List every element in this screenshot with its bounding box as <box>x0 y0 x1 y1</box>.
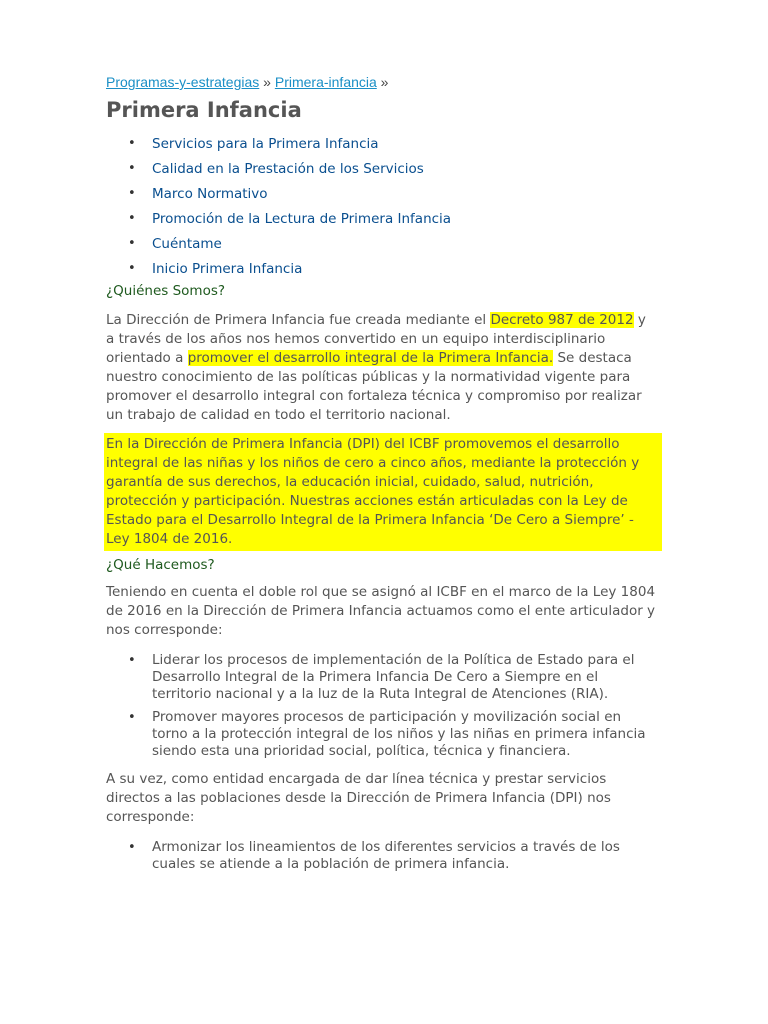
menu-item <box>152 259 658 279</box>
menu-item <box>152 209 658 229</box>
menu-link-lectura[interactable]: Promoción de la Lectura de Primera Infancia <box>152 211 452 227</box>
breadcrumb-link-primera-infancia[interactable]: Primera-infancia <box>274 74 377 90</box>
menu-item <box>152 159 658 179</box>
paragraph-hacemos-2: A su vez, como entidad encargada de dar línea técnica y prestar servicios directos a las poblaciones desde la Dirección de Primera Infancia (DPI) nos corresponde: <box>106 771 611 825</box>
page-title: Primera Infancia <box>106 98 302 122</box>
paragraph-quienes-1 <box>106 311 658 425</box>
article-content <box>106 72 658 879</box>
heading-que-hacemos: ¿Qué Hacemos? <box>106 557 215 573</box>
menu-item <box>152 184 658 204</box>
section-menu <box>152 134 658 279</box>
list-item: • Liderar los procesos de implementación de la Política de Estado para el Desarrollo Integral de la Primera Infancia De Cero a Siempre en el territorio nacional y a la luz de la Ruta Integral de Atenciones (RIA). <box>152 652 658 703</box>
text-segment: y a través de los años nos hemos convertido en un equipo interdisciplinario orientado a <box>106 312 646 366</box>
menu-item <box>152 234 658 254</box>
breadcrumb-link-programas[interactable]: Programas-y-estrategias <box>106 74 260 90</box>
highlight-decreto: Decreto 987 de 2012 <box>490 312 634 328</box>
list-item: • Promover mayores procesos de participación y movilización social en torno a la protección integral de los niños y las niñas en primera infancia siendo esta una prioridad social, política, técnica y financiera. <box>152 709 658 760</box>
list-corresponde <box>152 839 658 873</box>
breadcrumb-separator: » <box>376 74 389 90</box>
list-item: • Armonizar los lineamientos de los diferentes servicios a través de los cuales se atiende a la población de primera infancia. <box>152 839 658 873</box>
paragraph-quienes-2-highlighted: En la Dirección de Primera Infancia (DPI) del ICBF promovemos el desarrollo integral de las niñas y los niños de cero a cinco años, mediante la protección y garantía de sus derechos, la educación inicial, cuidado, salud, nutrición, protección y participación. Nuestras acciones están articuladas con la Ley de Estado para el Desarrollo Integral de la Primera Infancia ‘De Cero a Siempre’ - Ley 1804 de 2016. <box>104 433 662 551</box>
menu-link-marco-normativo[interactable]: Marco Normativo <box>152 186 268 202</box>
text-segment: Se destaca nuestro conocimiento de las políticas públicas y la normatividad vigente para promover el desarrollo integral con fortaleza técnica y compromiso por realizar un trabajo de calidad en todo el territorio nacional. <box>106 350 642 423</box>
heading-quienes-somos: ¿Quiénes Somos? <box>106 283 226 299</box>
menu-link-inicio[interactable]: Inicio Primera Infancia <box>152 261 303 277</box>
menu-link-calidad[interactable]: Calidad en la Prestación de los Servicios <box>152 161 424 177</box>
menu-item <box>152 134 658 154</box>
highlight-desarrollo: promover el desarrollo integral de la Primera Infancia. <box>187 350 554 366</box>
menu-link-servicios[interactable]: Servicios para la Primera Infancia <box>152 136 379 152</box>
menu-link-cuentame[interactable]: Cuéntame <box>152 236 222 252</box>
paragraph-hacemos-1: Teniendo en cuenta el doble rol que se asignó al ICBF en el marco de la Ley 1804 de 2016 en la Dirección de Primera Infancia actuamos como el ente articulador y nos corresponde: <box>106 584 656 638</box>
breadcrumb-separator: » <box>259 74 275 90</box>
text-segment: La Dirección de Primera Infancia fue creada mediante el <box>106 312 491 328</box>
list-responsabilidades <box>152 652 658 760</box>
breadcrumb <box>106 72 658 92</box>
